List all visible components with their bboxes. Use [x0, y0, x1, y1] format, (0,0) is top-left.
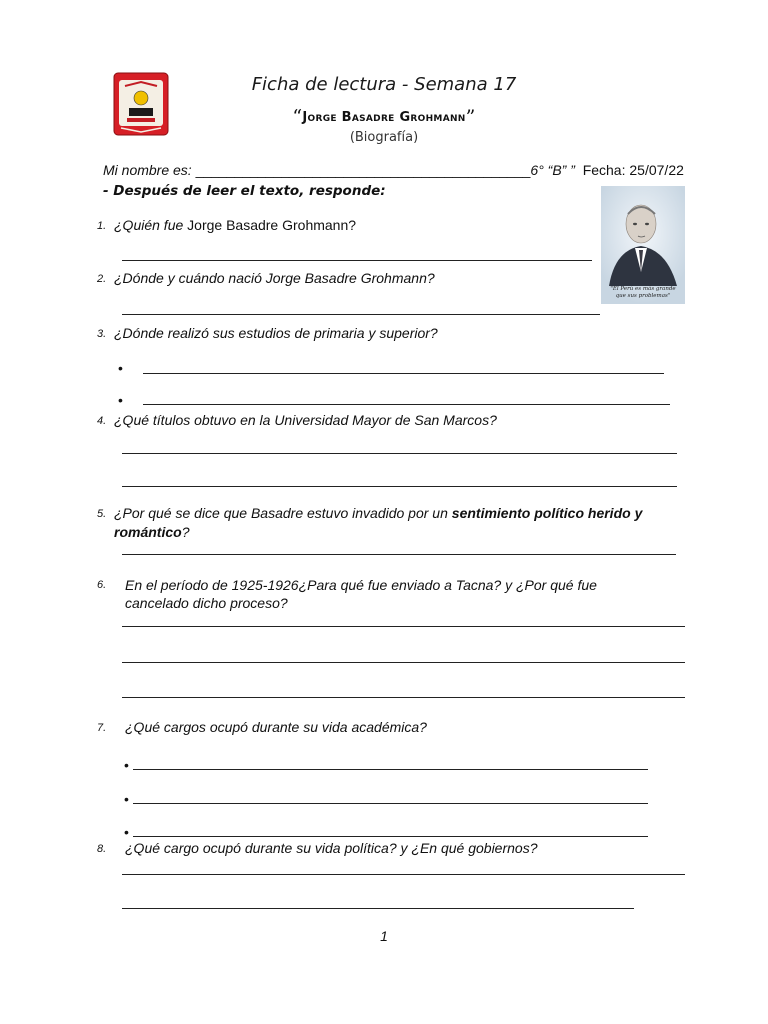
photo-caption-line2: que sus problemas": [615, 293, 671, 299]
question-number: 8.: [97, 843, 107, 855]
question-6-line1: En el período de 1925-1926¿Para qué fue enviado a Tacna? y ¿Por qué fue: [125, 577, 597, 593]
question-number: 4.: [97, 415, 107, 427]
bullet: •: [118, 392, 123, 408]
instruction: - Después de leer el texto, responde:: [103, 183, 386, 199]
question-1-text-b: Jorge Basadre Grohmann?: [187, 217, 357, 233]
biography-subject: [0, 104, 768, 126]
question-5-end: ?: [181, 524, 190, 540]
date-value: 25/07/22: [629, 162, 684, 178]
student-info-row: [103, 162, 684, 178]
answer-line[interactable]: [122, 697, 685, 698]
answer-line[interactable]: [122, 486, 677, 487]
bullet: •: [124, 791, 129, 807]
close-quote: ”: [465, 106, 476, 128]
grade-label: 6° “B” ”: [530, 162, 575, 178]
photo-caption: [603, 286, 683, 300]
answer-line[interactable]: [122, 453, 677, 454]
question-number: 3.: [97, 328, 107, 340]
page-number: 1: [380, 928, 388, 944]
answer-line[interactable]: [122, 908, 634, 909]
bullet: •: [124, 757, 129, 773]
answer-line[interactable]: [122, 662, 685, 663]
question-number: 6.: [97, 579, 107, 591]
question-4: ¿Qué títulos obtuvo en la Universidad Mayor de San Marcos?: [114, 412, 497, 428]
question-8: ¿Qué cargo ocupó durante su vida política? y ¿En qué gobiernos?: [125, 840, 538, 856]
answer-line[interactable]: [143, 373, 664, 374]
bullet: •: [118, 360, 123, 376]
answer-line[interactable]: [133, 769, 648, 770]
question-3: ¿Dónde realizó sus estudios de primaria y superior?: [114, 325, 438, 341]
answer-line[interactable]: [122, 874, 685, 875]
question-number: 7.: [97, 722, 107, 734]
question-2: ¿Dónde y cuándo nació Jorge Basadre Grohmann?: [114, 270, 435, 286]
answer-line[interactable]: [122, 314, 600, 315]
bullet: •: [124, 824, 129, 840]
open-quote: “: [292, 106, 303, 128]
worksheet-title: Ficha de lectura - Semana 17: [251, 74, 517, 95]
question-7: ¿Qué cargos ocupó durante su vida académica?: [125, 719, 427, 735]
photo-caption-line1: "El Perú es más grande: [610, 286, 676, 292]
question-6-line2: cancelado dicho proceso?: [125, 595, 288, 611]
question-6: [125, 576, 597, 612]
name-blank[interactable]: ___________________________________________: [195, 162, 531, 178]
genre-label: (Biografía): [349, 130, 419, 145]
answer-line[interactable]: [122, 626, 685, 627]
question-5-bold-2: romántico: [114, 524, 182, 540]
answer-line[interactable]: [133, 836, 648, 837]
question-5-bold: sentimiento político herido y: [451, 505, 643, 521]
question-number: 2.: [97, 273, 107, 285]
answer-line[interactable]: [122, 554, 676, 555]
question-5-text-a: ¿Por qué se dice que Basadre estuvo invadido por un: [114, 505, 452, 521]
date-label: Fecha:: [582, 162, 626, 178]
answer-line[interactable]: [122, 260, 592, 261]
name-label: Mi nombre es:: [103, 162, 192, 178]
question-1: [114, 217, 356, 233]
question-1-text-a: ¿Quién fue: [114, 217, 188, 233]
answer-line[interactable]: [133, 803, 648, 804]
subject-name: Jorge Basadre Grohmann: [302, 110, 466, 125]
question-number: 5.: [97, 508, 107, 520]
answer-line[interactable]: [143, 404, 670, 405]
question-number: 1.: [97, 220, 107, 232]
question-5: [114, 504, 689, 542]
